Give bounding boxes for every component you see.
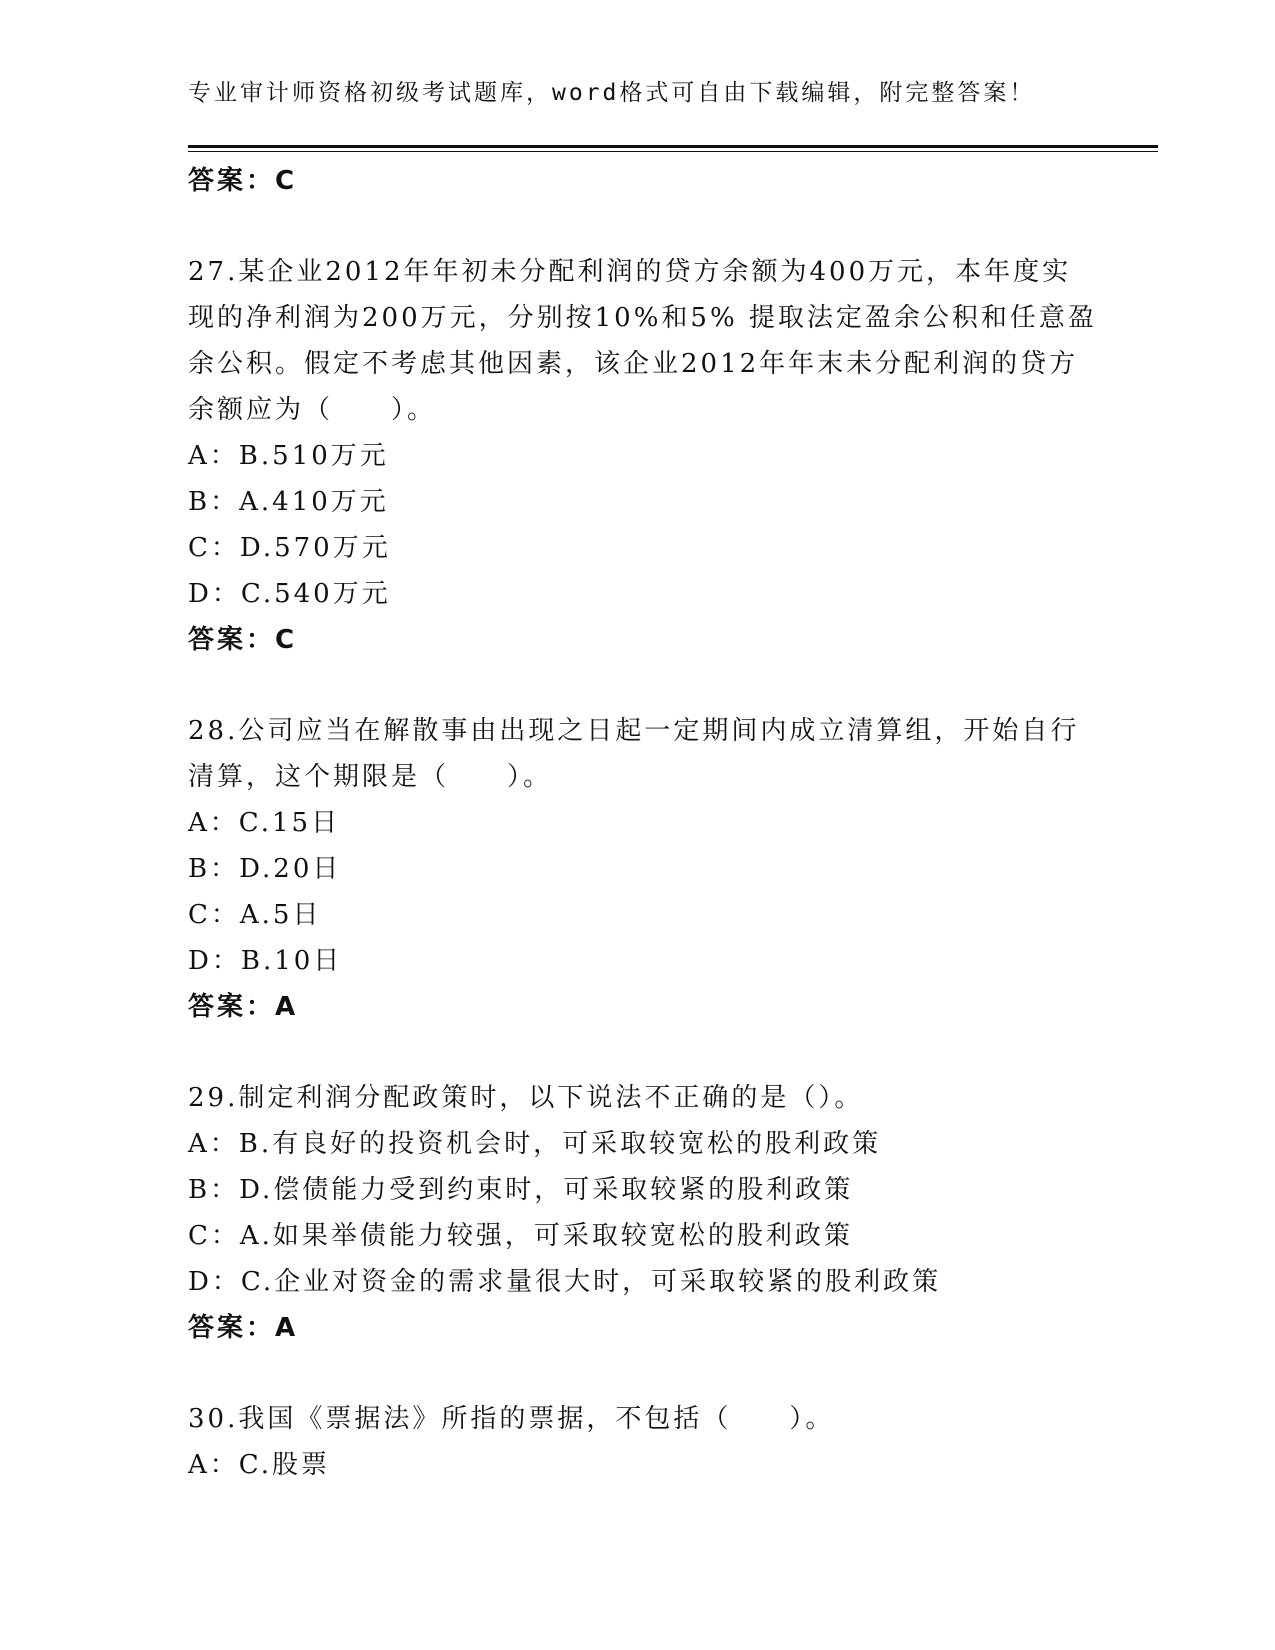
question-stem-line: 余公积。假定不考虑其他因素，该企业2012年年末未分配利润的贷方	[188, 349, 1079, 379]
question-stem-line: 清算，这个期限是（ ）。	[188, 762, 553, 792]
option-line: A：C.15日	[188, 808, 341, 838]
question-block	[188, 1396, 1088, 1488]
question-stem-line: 30.我国《票据法》所指的票据，不包括（ ）。	[188, 1404, 835, 1434]
question-block	[188, 1075, 1088, 1351]
spacer	[188, 1030, 1088, 1075]
option-line: B：A.410万元	[188, 487, 389, 517]
option-line: D：C.540万元	[188, 579, 391, 609]
option-line: A：C.股票	[188, 1450, 331, 1480]
spacer	[188, 204, 1088, 249]
document-body	[188, 158, 1097, 1488]
page-header: 专业审计师资格初级考试题库，word格式可自由下载编辑，附完整答案！	[188, 80, 1036, 106]
header-divider-thick	[188, 145, 1158, 148]
option-line: A：B.510万元	[188, 441, 389, 471]
option-line: A：B.有良好的投资机会时，可采取较宽松的股利政策	[188, 1129, 882, 1159]
option-line: B：D.20日	[188, 854, 342, 884]
question-stem-line: 28.公司应当在解散事由出现之日起一定期间内成立清算组，开始自行	[188, 716, 1080, 746]
question-block	[188, 708, 1088, 1030]
answer-line: 答案：A	[188, 1313, 299, 1343]
question-stem-line: 27.某企业2012年年初未分配利润的贷方余额为400万元，本年度实	[188, 257, 1072, 287]
option-line: C：A.如果举债能力较强，可采取较宽松的股利政策	[188, 1221, 853, 1251]
answer-line: 答案：C	[188, 625, 298, 655]
answer-line: 答案：C	[188, 166, 298, 196]
option-line: B：D.偿债能力受到约束时，可采取较紧的股利政策	[188, 1175, 854, 1205]
answer-line: 答案：A	[188, 992, 299, 1022]
option-line: C：D.570万元	[188, 533, 391, 563]
question-block	[188, 249, 1097, 663]
option-line: D：C.企业对资金的需求量很大时，可采取较紧的股利政策	[188, 1267, 942, 1297]
option-line: C：A.5日	[188, 900, 322, 930]
option-line: D：B.10日	[188, 946, 343, 976]
header-divider-thin	[188, 151, 1158, 152]
question-stem-line: 29.制定利润分配政策时，以下说法不正确的是（）。	[188, 1083, 864, 1113]
spacer	[188, 1351, 1088, 1396]
question-stem-line: 现的净利润为200万元，分别按10%和5% 提取法定盈余公积和任意盈	[188, 303, 1097, 333]
question-stem-line: 余额应为（ ）。	[188, 395, 437, 425]
spacer	[188, 663, 1088, 708]
